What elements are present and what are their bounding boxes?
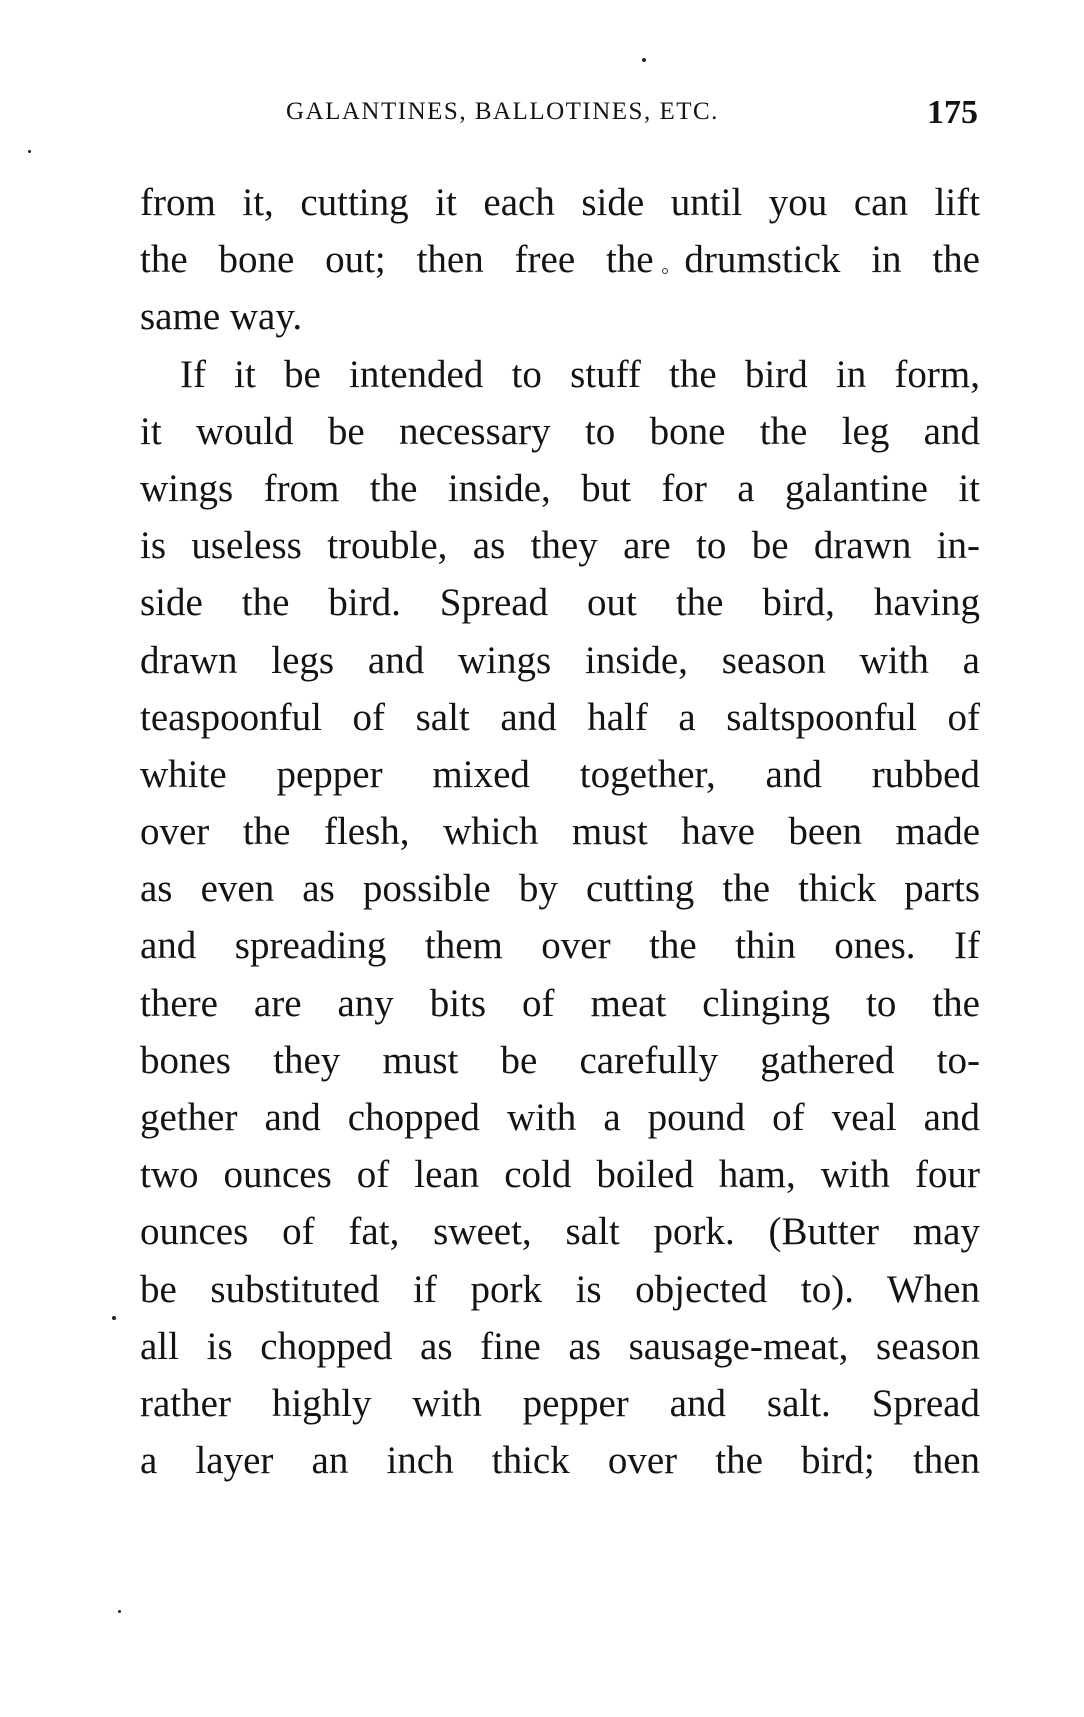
text-line: from it, cutting it each side until you can lift: [140, 181, 980, 224]
text-line: white pepper mixed together, and rubbed: [140, 752, 980, 796]
text-line: and spreading them over the thin ones. If: [140, 924, 980, 968]
text-line: is useless trouble, as they are to be drawn in-: [140, 524, 980, 568]
running-title: GALANTINES, BALLOTINES, ETC.: [286, 98, 719, 125]
page-number: 175: [927, 94, 978, 131]
scan-speck: [118, 1610, 121, 1613]
text-line: side the bird. Spread out the bird, having: [140, 581, 980, 625]
text-line: all is chopped as fine as sausage-meat, season: [140, 1324, 980, 1368]
text-line: the bone out; then free the drumstick in the: [140, 238, 980, 282]
text-line: there are any bits of meat clinging to the: [140, 981, 980, 1025]
text-line: bones they must be carefully gathered to-: [140, 1038, 980, 1082]
scan-speck: [28, 150, 31, 153]
text-line: drawn legs and wings inside, season with a: [140, 638, 980, 682]
scan-speck: [642, 58, 646, 62]
text-line: two ounces of lean cold boiled ham, with four: [140, 1153, 980, 1197]
text-line: gether and chopped with a pound of veal and: [140, 1096, 980, 1139]
running-head: [140, 94, 986, 138]
text-line: teaspoonful of salt and half a saltspoonful of: [140, 695, 980, 739]
text-line: be substituted if pork is objected to). When: [140, 1267, 980, 1311]
text-line: a layer an inch thick over the bird; then: [140, 1439, 980, 1483]
text-line: over the flesh, which must have been made: [140, 810, 980, 854]
scan-speck: [112, 1316, 116, 1320]
text-line: wings from the inside, but for a galantine it: [140, 466, 980, 510]
body-text: [140, 174, 980, 1489]
text-line: If it be intended to stuff the bird in form,: [180, 352, 980, 396]
text-line: it would be necessary to bone the leg and: [140, 409, 980, 453]
text-line: ounces of fat, sweet, salt pork. (Butter may: [140, 1210, 980, 1254]
text-line: as even as possible by cutting the thick parts: [140, 867, 980, 911]
scan-speck: [662, 268, 668, 274]
text-line: same way.: [140, 295, 303, 339]
text-line: rather highly with pepper and salt. Spread: [140, 1381, 980, 1425]
